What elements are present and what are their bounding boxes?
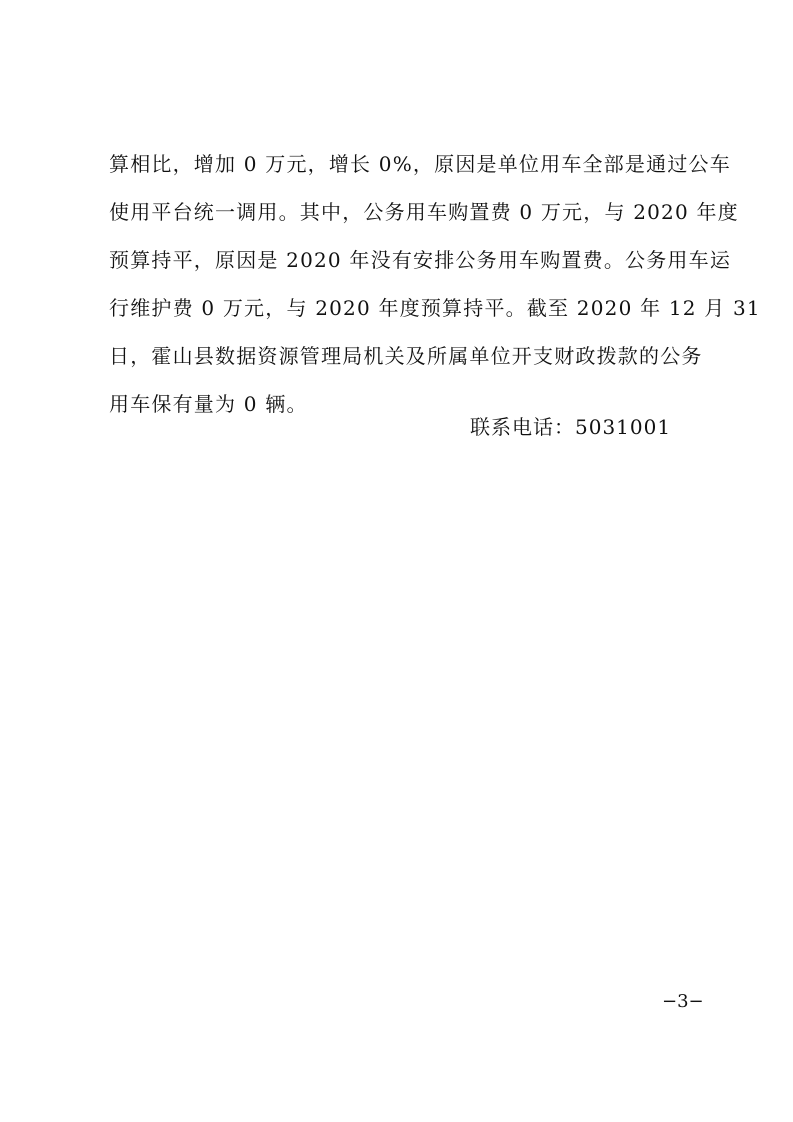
body-paragraph [109,147,761,435]
paragraph-line-5: 日，霍山县数据资源管理局机关及所属单位开支财政拨款的公务 [109,344,703,368]
paragraph-line-2: 使用平台统一调用。其中，公务用车购置费 0 万元，与 2020 年度 [109,200,739,224]
paragraph-line-6: 用车保有量为 0 辆。 [109,392,308,416]
paragraph-line-4: 行维护费 0 万元，与 2020 年度预算持平。截至 2020 年 12 月 31 [109,296,761,320]
paragraph-line-3: 预算持平，原因是 2020 年没有安排公务用车购置费。公务用车运 [109,248,732,272]
paragraph-line-1: 算相比，增加 0 万元，增长 0%，原因是单位用车全部是通过公车 [109,152,731,176]
contact-phone: 联系电话：5031001 [470,415,672,439]
page-number: −3− [662,991,704,1012]
